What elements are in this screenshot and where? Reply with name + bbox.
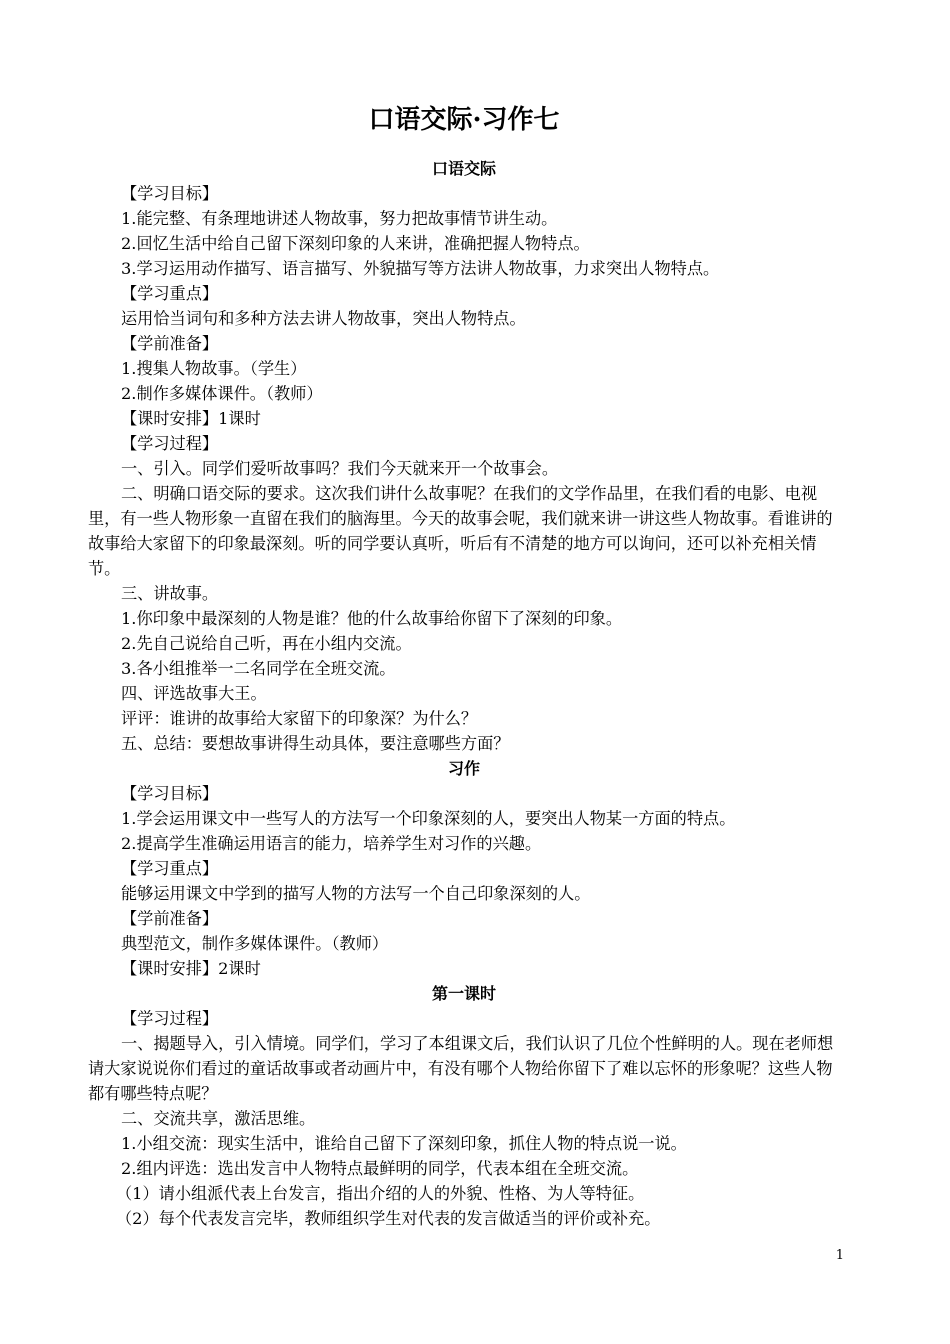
writing-line: 【学习重点】 — [121, 859, 219, 878]
oral-line: 评评：谁讲的故事给大家留下的印象深？为什么？ — [121, 709, 478, 728]
lesson-line: 二、交流共享，激活思维。 — [121, 1109, 316, 1128]
oral-line: 2.回忆生活中给自己留下深刻印象的人来讲，准确把握人物特点。 — [121, 234, 590, 253]
oral-line: 3.学习运用动作描写、语言描写、外貌描写等方法讲人物故事，力求突出人物特点。 — [121, 259, 720, 278]
lesson-subitem: （2）每个代表发言完毕，教师组织学生对代表的发言做适当的评价或补充。 — [116, 1209, 661, 1228]
writing-line: 1.学会运用课文中一些写人的方法写一个印象深刻的人，要突出人物某一方面的特点。 — [121, 809, 736, 828]
oral-line: 【学前准备】 — [121, 334, 219, 353]
oral-line: 2.先自己说给自己听，再在小组内交流。 — [121, 634, 412, 653]
lesson-line: 2.组内评选：选出发言中人物特点最鲜明的同学，代表本组在全班交流。 — [121, 1159, 639, 1178]
oral-line: 【学习目标】 — [121, 184, 219, 203]
oral-line: 2.制作多媒体课件。（教师） — [121, 384, 323, 403]
writing-line: 【课时安排】2课时 — [121, 959, 261, 978]
oral-line: 1.搜集人物故事。（学生） — [121, 359, 307, 378]
writing-line: 【学前准备】 — [121, 909, 219, 928]
oral-line: 五、总结：要想故事讲得生动具体，要注意哪些方面？ — [121, 734, 510, 753]
oral-line: 运用恰当词句和多种方法去讲人物故事，突出人物特点。 — [121, 309, 526, 328]
writing-line: 2.提高学生准确运用语言的能力，培养学生对习作的兴趣。 — [121, 834, 542, 853]
section-heading-writing: 习作 — [447, 759, 480, 778]
oral-line: 【学习重点】 — [121, 284, 219, 303]
page-number: 1 — [835, 1248, 844, 1263]
oral-line: 四、评选故事大王。 — [121, 684, 267, 703]
section-heading-lesson-1: 第一课时 — [431, 984, 496, 1003]
writing-line: 【学习目标】 — [121, 784, 219, 803]
lesson-subitem: （1）请小组派代表上台发言，指出介绍的人的外貌、性格、为人等特征。 — [116, 1184, 645, 1203]
document-content — [88, 98, 840, 1231]
writing-line: 能够运用课文中学到的描写人物的方法写一个自己印象深刻的人。 — [121, 884, 591, 903]
lesson-line: 【学习过程】 — [121, 1009, 219, 1028]
writing-line: 典型范文，制作多媒体课件。（教师） — [121, 934, 389, 953]
oral-line: 【学习过程】 — [121, 434, 219, 453]
section-heading-oral: 口语交际 — [431, 159, 496, 178]
page-title: 口语交际·习作七 — [368, 105, 560, 135]
oral-line: 1.你印象中最深刻的人物是谁？他的什么故事给你留下了深刻的印象。 — [121, 609, 623, 628]
lesson-line: 1.小组交流：现实生活中，谁给自己留下了深刻印象，抓住人物的特点说一说。 — [121, 1134, 687, 1153]
lesson-paragraph: 一、揭题导入，引入情境。同学们，学习了本组课文后，我们认识了几位个性鲜明的人。现在老师想请大家说说你们看过的童话故事或者动画片中，有没有哪个人物给你留下了难以忘怀的形象呢？这些人物都有哪些特点呢？ — [88, 1034, 834, 1103]
oral-paragraph: 二、明确口语交际的要求。这次我们讲什么故事呢？在我们的文学作品里，在我们看的电影、电视里，有一些人物形象一直留在我们的脑海里。今天的故事会呢，我们就来讲一讲这些人物故事。看谁讲的故事给大家留下的印象最深刻。听的同学要认真听，听后有不清楚的地方可以询问，还可以补充相关情节。 — [88, 484, 833, 578]
oral-line: 三、讲故事。 — [121, 584, 219, 603]
oral-line: 【课时安排】1课时 — [121, 409, 261, 428]
oral-line: 3.各小组推举一二名同学在全班交流。 — [121, 659, 396, 678]
oral-line: 一、引入。同学们爱听故事吗？我们今天就来开一个故事会。 — [121, 459, 559, 478]
oral-line: 1.能完整、有条理地讲述人物故事，努力把故事情节讲生动。 — [121, 209, 558, 228]
